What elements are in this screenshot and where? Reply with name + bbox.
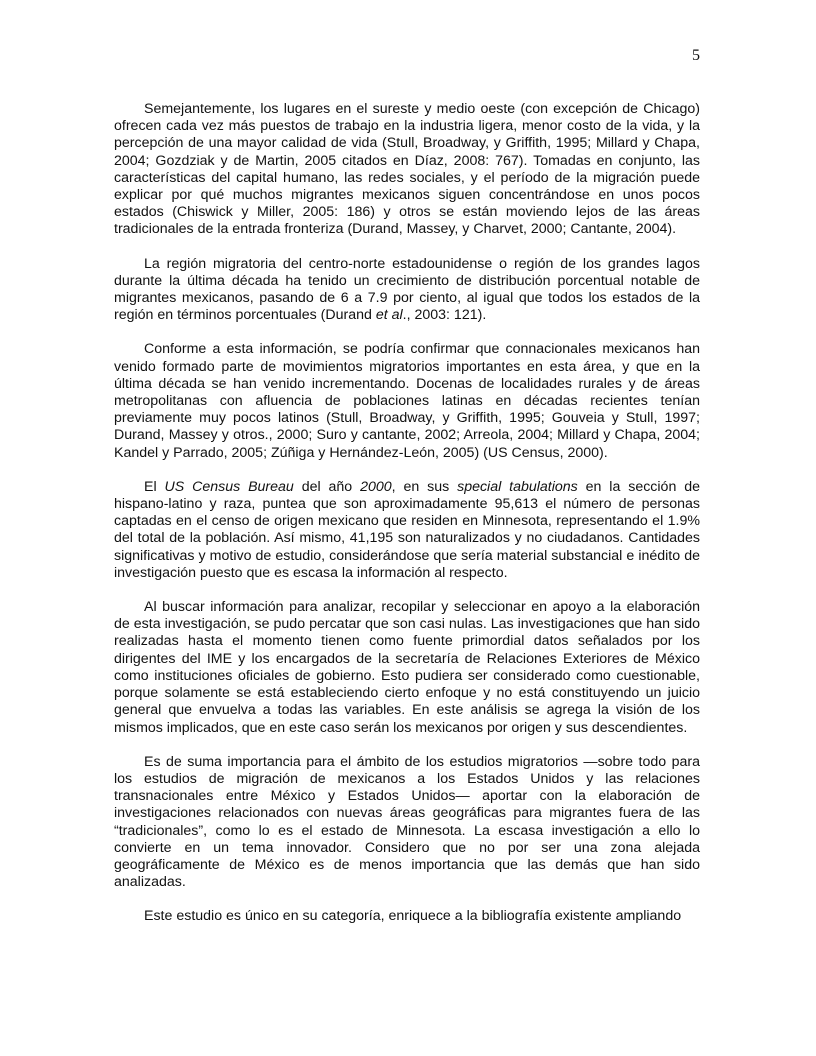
- page-number: 5: [692, 47, 700, 64]
- paragraph-4-text-1: El: [144, 478, 165, 495]
- paragraph-7: Este estudio es único en su categoría, enriquece a la bibliografía existente ampliando: [144, 908, 682, 925]
- paragraph-1: Semejantemente, los lugares en el sureste y medio oeste (con excepción de Chicago) ofrecen cada vez más puestos de trabajo en la industria ligera, menor costo de la vida, y la percepción de una mayor calidad de vida (Stull, Broadway, y Griffith, 1995; Millard y Chapa, 2004; Gozdziak y de Martin, 2005 citados en Díaz, 2008: 767). Tomadas en conjunto, las características del capital humano, las redes sociales, y el período de la migración puede explicar por qué muchos migrantes mexicanos siguen concentrándose en unos pocos estados (Chiswick y Miller, 2005: 186) y otros se están moviendo lejos de las áreas tradicionales de la entrada fronteriza (Durand, Massey, y Charvet, 2000; Cantante, 2004).: [114, 101, 700, 238]
- paragraph-2: [114, 256, 700, 325]
- paragraph-3: Conforme a esta información, se podría confirmar que connacionales mexicanos han venido formado parte de movimientos migratorios importantes en esta área, y que en la última década se han venido incrementando. Docenas de localidades rurales y de áreas metropolitanas con afluencia de poblaciones latinas en décadas recientes tenían previamente muy pocos latinos (Stull, Broadway, y Griffith, 1995; Gouveia y Stull, 1997; Durand, Massey y otros., 2000; Suro y cantante, 2002; Arreola, 2004; Millard y Chapa, 2004; Kandel y Parrado, 2005; Zúñiga y Hernández-León, 2005) (US Census, 2000).: [114, 341, 700, 461]
- paragraph-4-italic-2: 2000: [360, 478, 392, 495]
- paragraph-5: Al buscar información para analizar, recopilar y seleccionar en apoyo a la elaboración de esta investigación, se pudo percatar que son casi nulas. Las investigaciones que han sido realizadas hasta el momento tienen como fuente primordial datos señalados por los dirigentes del IME y los encargados de la secretaría de Relaciones Exteriores de México como instituciones oficiales de gobierno. Esto pudiera ser considerado como cuestionable, porque solamente se está estableciendo cierto enfoque y no está constituyendo un juicio general que envuelva a todas las variables. En este análisis se agrega la visión de los mismos implicados, que en este caso serán los mexicanos por origen y sus descendientes.: [114, 599, 700, 736]
- paragraph-2-text-a: La región migratoria del centro-norte estadounidense o región de los grandes lagos durante la última década ha tenido un crecimiento de distribución porcentual notable de migrantes mexicanos, pasando de 6 a 7.9 por ciento, al igual que todos los estados de la región en términos porcentuales (Durand: [114, 255, 700, 324]
- paragraph-4-italic-3: special tabulations: [457, 478, 578, 495]
- paragraph-6: Es de suma importancia para el ámbito de los estudios migratorios —sobre todo para los estudios de migración de mexicanos a los Estados Unidos y las relaciones transnacionales entre México y Estados Unidos— aportar con la elaboración de investigaciones relacionados con nuevas áreas geográficas para migrantes fuera de las “tradicionales”, como lo es el estado de Minnesota. La escasa investigación a ello lo convierte en un tema innovador. Considero que no por ser una zona alejada geográficamente de México es de menos importancia que las demás que han sido analizadas.: [114, 753, 700, 891]
- paragraph-2-italic: et al: [375, 307, 403, 324]
- paragraph-2-text-b: ., 2003: 121).: [402, 307, 487, 324]
- document-body: [114, 101, 700, 926]
- paragraph-4-text-2: del año: [293, 478, 361, 495]
- paragraph-4-text-3: , en sus: [391, 478, 458, 495]
- paragraph-4-italic-1: US Census Bureau: [164, 478, 294, 495]
- paragraph-4-text-4: en la sección de hispano-latino y raza, puntea que son aproximadamente 95,613 el número de personas captadas en el censo de origen mexicano que residen en Minnesota, representando el 1.9% del total de la población. Así mismo, 41,195 son naturalizados y no ciudadanos. Cantidades significativas y motivo de estudio, considerándose que sería material substancial e inédito de investigación puesto que es escasa la información al respecto.: [114, 478, 700, 581]
- paragraph-4: [114, 479, 700, 582]
